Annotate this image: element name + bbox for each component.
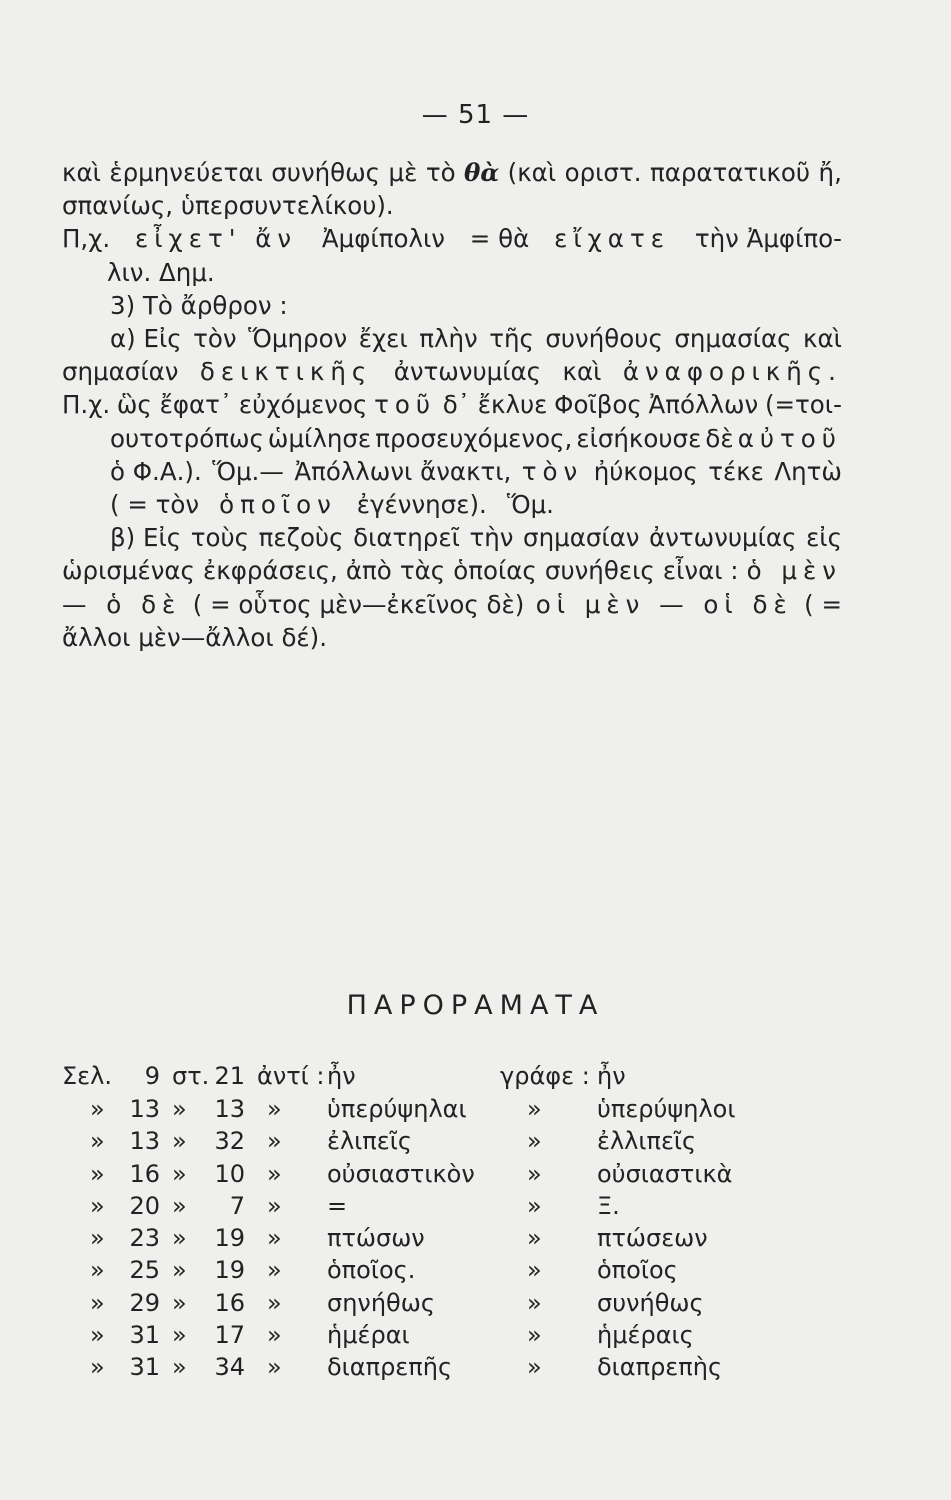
- word: πεζοὺς: [258, 523, 344, 553]
- section-heading: 3) Τὸ ἄρθρον :: [110, 290, 288, 320]
- ditto-mark: »: [267, 1353, 282, 1382]
- word: ἠύκομος: [593, 456, 698, 486]
- ditto-mark: »: [527, 1256, 542, 1285]
- correct-word: ὁποῖος: [597, 1256, 678, 1285]
- word: Ἀπόλλων: [648, 390, 759, 420]
- line-value: 21: [214, 1062, 245, 1090]
- word-spaced: εἶχετ' ἄν: [135, 224, 298, 254]
- word: εἰς: [806, 523, 842, 553]
- ditto-mark: »: [90, 1224, 105, 1253]
- page-value: 16: [129, 1159, 160, 1188]
- word: σημασίας: [674, 324, 792, 354]
- word: μὲ: [388, 158, 418, 187]
- errata-row: [62, 1256, 862, 1288]
- text-line-heading: [62, 289, 842, 322]
- word-spaced: εἴχατε: [554, 224, 670, 254]
- word: τέκε: [708, 456, 764, 486]
- ditto-mark: »: [267, 1321, 282, 1350]
- word: ἄλλοι μὲν—ἄλλοι δέ).: [62, 622, 328, 652]
- errata-row: [62, 1095, 862, 1127]
- word: Ἀμφίπολιν: [321, 224, 445, 254]
- ditto-mark: »: [172, 1191, 187, 1220]
- text-line: [62, 588, 842, 621]
- errata-row: [62, 1160, 862, 1192]
- wrong-word: διαπρεπῆς: [327, 1353, 453, 1382]
- ditto-mark: »: [267, 1288, 282, 1317]
- page-label: Σελ.: [62, 1062, 112, 1090]
- page-value: 13: [129, 1095, 160, 1123]
- word: Π,χ.: [62, 224, 111, 254]
- errata-row: [62, 1289, 862, 1321]
- text-line: [62, 322, 842, 355]
- word: δ᾽ ἔκλυε: [442, 390, 548, 420]
- ditto-mark: »: [267, 1095, 282, 1123]
- ditto-mark: »: [172, 1224, 187, 1253]
- ditto-mark: »: [172, 1095, 187, 1123]
- word: ὡμίλησε: [267, 423, 372, 453]
- word: τὴν Ἀμφίπο-: [694, 224, 842, 254]
- word: δὲ: [705, 423, 734, 453]
- word: καὶ: [803, 324, 842, 354]
- word-spaced: — ὁ δὲ: [62, 589, 182, 619]
- ditto-mark: »: [172, 1353, 187, 1382]
- word: σημασίαν: [523, 523, 640, 553]
- word: (=τοι-: [764, 390, 842, 420]
- correct-word: ὑπερύψηλοι: [597, 1095, 736, 1123]
- word-spaced: ὁποῖον: [219, 490, 337, 520]
- wrong-word: ἡμέραι: [327, 1321, 410, 1350]
- word: ουτοτρόπως: [110, 423, 264, 453]
- text-line: [62, 422, 842, 455]
- errata-header-row: [62, 1062, 862, 1094]
- word: προσευχόμενος,: [375, 423, 573, 453]
- instead-label: ἀντί :: [257, 1062, 325, 1090]
- errata-row: [62, 1353, 862, 1385]
- correct-word: ἡμέραις: [597, 1321, 694, 1350]
- correct-word: διαπρεπὴς: [597, 1353, 723, 1382]
- text-line: [62, 554, 842, 587]
- word: = θὰ: [469, 224, 530, 254]
- word: εἶναι :: [662, 556, 739, 586]
- wrong-word: οὐσιαστικὸν: [327, 1159, 475, 1188]
- line-value: 19: [214, 1224, 245, 1253]
- word-emphasis: θὰ: [464, 158, 500, 187]
- errata-row: [62, 1192, 862, 1224]
- word: πλὴν: [419, 324, 478, 354]
- word: Π.χ.: [62, 390, 111, 420]
- word: ἔχει: [358, 324, 408, 354]
- correct-word: ἐλλιπεῖς: [597, 1127, 697, 1156]
- word: Ὅμ.—: [212, 456, 284, 486]
- page-value: 25: [129, 1256, 160, 1285]
- wrong-word: ἦν: [327, 1062, 356, 1090]
- word: σπανίως, ὑπερσυντελίκου).: [62, 191, 394, 221]
- ditto-mark: »: [267, 1127, 282, 1156]
- word: ἐγέννησε).: [356, 490, 487, 520]
- word: καὶ: [562, 357, 602, 387]
- word-spaced: ἀναφορικῆς.: [622, 357, 842, 387]
- word: β) Εἰς: [110, 523, 182, 553]
- ditto-mark: »: [527, 1321, 542, 1350]
- errata-row: [62, 1321, 862, 1353]
- ditto-mark: »: [527, 1127, 542, 1156]
- ditto-mark: »: [90, 1256, 105, 1285]
- word: ἀπὸ: [345, 556, 392, 586]
- word: τὸν: [193, 324, 237, 354]
- ditto-mark: »: [527, 1191, 542, 1220]
- ditto-mark: »: [172, 1321, 187, 1350]
- line-value: 16: [214, 1288, 245, 1317]
- wrong-word: ὑπερύψηλαι: [327, 1095, 467, 1123]
- ditto-mark: »: [267, 1256, 282, 1285]
- ditto-mark: »: [267, 1224, 282, 1253]
- line-value: 17: [214, 1321, 245, 1350]
- ditto-mark: »: [527, 1095, 542, 1123]
- text-line: [62, 521, 842, 554]
- word: Φοῖβος: [554, 390, 642, 420]
- errata-row: [62, 1224, 862, 1256]
- word: ἀντωνυμίας: [393, 357, 542, 387]
- page-value: 23: [129, 1224, 160, 1253]
- ditto-mark: »: [90, 1159, 105, 1188]
- ditto-mark: »: [527, 1353, 542, 1382]
- word: Λητὼ: [774, 456, 842, 486]
- word: ( = τὸν: [110, 490, 200, 520]
- text-line: [62, 388, 842, 421]
- wrong-word: ἐλιπεῖς: [327, 1127, 412, 1156]
- word: (καὶ: [507, 158, 557, 187]
- line-value: 10: [214, 1159, 245, 1188]
- errata-table: [62, 1095, 862, 1386]
- page-number: — 51 —: [421, 100, 530, 130]
- errata-title: ΠΑΡΟΡΑΜΑΤΑ: [346, 990, 605, 1021]
- word: Ὅμηρον: [248, 324, 348, 354]
- ditto-mark: »: [172, 1159, 187, 1188]
- text-line: [62, 256, 842, 289]
- correct-word: Ξ.: [597, 1191, 620, 1220]
- word-spaced: δεικτικῆς: [199, 357, 373, 387]
- text-line: [62, 189, 842, 222]
- word: εἰσήκουσε: [576, 423, 702, 453]
- ditto-mark: »: [90, 1353, 105, 1382]
- word: ( =: [804, 589, 842, 619]
- line-value: 19: [214, 1256, 245, 1285]
- page-value: 20: [129, 1191, 160, 1220]
- wrong-word: πτώσων: [327, 1224, 425, 1253]
- text-line: [62, 455, 842, 488]
- word: ὁ Φ.Α.).: [110, 456, 202, 486]
- word: ὁποίας: [453, 556, 537, 586]
- text-line: [62, 621, 842, 654]
- word: συνήθους: [545, 324, 663, 354]
- ditto-mark: »: [172, 1127, 187, 1156]
- page-value: 31: [129, 1321, 160, 1350]
- page-value: 29: [129, 1288, 160, 1317]
- text-line: [62, 156, 842, 189]
- word: καὶ: [62, 158, 101, 187]
- word: λιν. Δημ.: [107, 257, 215, 287]
- line-label: στ.: [172, 1062, 210, 1090]
- ditto-mark: »: [527, 1159, 542, 1188]
- word: διατηρεῖ: [353, 523, 460, 553]
- word-spaced: τὸν: [521, 456, 584, 486]
- word: σημασίαν: [62, 357, 179, 387]
- word: Ἀπόλλωνι ἄνακτι,: [294, 456, 512, 486]
- line-value: 32: [214, 1127, 245, 1156]
- line-value: 34: [214, 1353, 245, 1382]
- word: ἐκφράσεις,: [203, 556, 338, 586]
- correct-word: ἦν: [597, 1062, 626, 1090]
- page-value: 13: [129, 1127, 160, 1156]
- wrong-word: ὁποῖος.: [327, 1256, 416, 1285]
- correct-word: πτώσεων: [597, 1224, 708, 1253]
- word: τὴν: [469, 523, 514, 553]
- write-label: γράφε :: [500, 1062, 590, 1090]
- ditto-mark: »: [267, 1191, 282, 1220]
- word-spaced: οἱ μὲν — οἱ δὲ: [535, 589, 793, 619]
- word: ἑρμηνεύεται: [109, 158, 263, 187]
- wrong-word: σηνήθως: [327, 1288, 435, 1317]
- word: ὣς ἔφατ᾽: [116, 390, 233, 420]
- word: ( = οὗτος μὲν—ἐκεῖνος δὲ): [192, 589, 525, 619]
- page-value: 31: [129, 1353, 160, 1382]
- line-value: 13: [214, 1095, 245, 1123]
- text-line: [62, 355, 842, 388]
- correct-word: συνήθως: [597, 1288, 704, 1317]
- text-line: [62, 222, 842, 255]
- ditto-mark: »: [172, 1288, 187, 1317]
- word: συνήθεις: [544, 556, 655, 586]
- word: α) Εἰς: [110, 324, 182, 354]
- wrong-word: =: [327, 1191, 348, 1220]
- text-line: [62, 488, 842, 521]
- line-value: 7: [229, 1191, 245, 1220]
- ditto-mark: »: [90, 1095, 105, 1123]
- page-value: 9: [144, 1062, 160, 1090]
- word: εὐχόμενος: [238, 390, 368, 420]
- word: τῆς: [489, 324, 534, 354]
- word: ἤ,: [818, 158, 842, 187]
- word: ἀντωνυμίας: [649, 523, 797, 553]
- ditto-mark: »: [90, 1127, 105, 1156]
- ditto-mark: »: [90, 1191, 105, 1220]
- word-spaced: τοῦ: [374, 390, 437, 420]
- word: τὰς: [399, 556, 446, 586]
- correct-word: οὐσιαστικὰ: [597, 1159, 733, 1188]
- ditto-mark: »: [90, 1321, 105, 1350]
- ditto-mark: »: [90, 1288, 105, 1317]
- word: παρατατικοῦ: [649, 158, 811, 187]
- errata-row: [62, 1127, 862, 1159]
- word: τὸ: [425, 158, 456, 187]
- ditto-mark: »: [172, 1256, 187, 1285]
- word: συνήθως: [271, 158, 381, 187]
- word: οριστ.: [564, 158, 642, 187]
- ditto-mark: »: [267, 1159, 282, 1188]
- body-text: [62, 156, 842, 654]
- word: ὡρισμένας: [62, 556, 195, 586]
- word: τοὺς: [190, 523, 250, 553]
- word-spaced: αὐτοῦ: [737, 423, 842, 453]
- ditto-mark: »: [527, 1224, 542, 1253]
- word: Ὅμ.: [506, 490, 554, 520]
- ditto-mark: »: [527, 1288, 542, 1317]
- word-spaced: ὁ μὲν: [746, 556, 842, 586]
